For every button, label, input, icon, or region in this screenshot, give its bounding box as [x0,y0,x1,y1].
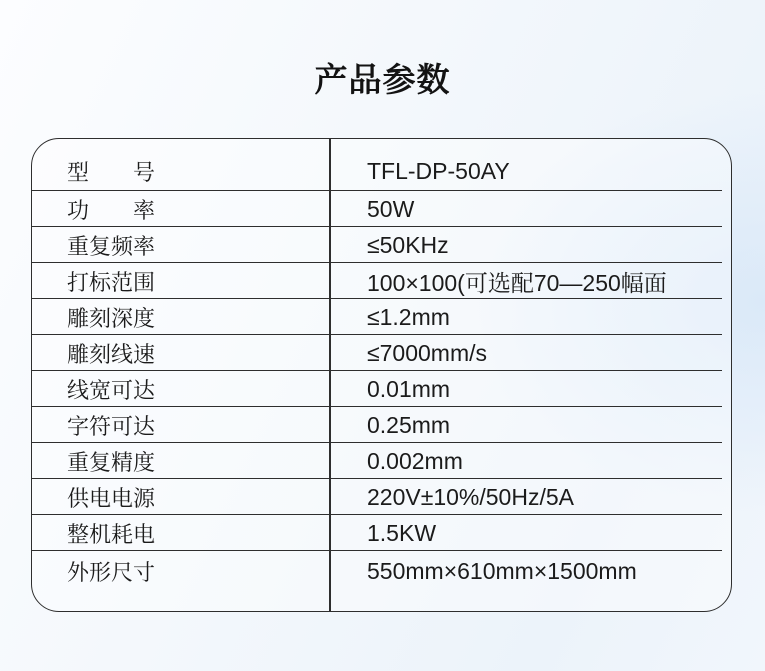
table-row [32,407,731,443]
spec-label-cell [32,371,330,407]
spec-table [31,138,732,612]
spec-value: 0.01mm [367,375,451,402]
spec-value: 220V±10%/50Hz/5A [367,483,574,510]
spec-label-cell [32,263,330,299]
spec-label: 供电电源 [67,485,156,511]
spec-label: 打标范围 [67,269,156,295]
spec-value: 50W [367,195,415,222]
spec-label-cell [32,407,330,443]
table-row [32,299,731,335]
spec-label: 整机耗电 [67,521,156,547]
spec-label-cell [32,515,330,551]
spec-label-cell [32,299,330,335]
spec-value: 0.002mm [367,447,463,474]
spec-label-cell [32,335,330,371]
spec-label: 重复精度 [67,449,156,475]
spec-value: 1.5KW [367,519,437,546]
spec-value: 100×100(可选配70—250幅面 [367,269,667,296]
page-title: 产品参数 [314,61,451,98]
table-row [32,139,731,191]
table-row [32,191,731,227]
column-divider [329,139,331,611]
spec-label-cell [32,227,330,263]
spec-value: 0.25mm [367,411,451,438]
table-row [32,227,731,263]
spec-table-rows [32,139,731,611]
spec-value: ≤1.2mm [367,303,450,330]
spec-label: 线宽可达 [67,377,156,403]
spec-label-cell [32,479,330,515]
spec-value: ≤7000mm/s [367,339,487,366]
table-row [32,371,731,407]
spec-label-cell [32,551,330,591]
table-row [32,263,731,299]
spec-label: 外形尺寸 [67,559,156,585]
table-row [32,515,731,551]
table-row [32,479,731,515]
spec-label-cell [32,443,330,479]
table-row [32,335,731,371]
spec-value: TFL-DP-50AY [367,157,510,184]
spec-label-cell [32,191,330,227]
table-row [32,551,731,611]
spec-label: 型号 [67,159,155,185]
spec-label: 雕刻深度 [67,305,156,331]
spec-label: 重复频率 [67,233,156,259]
spec-label-cell [32,151,330,191]
spec-value: ≤50KHz [367,231,449,258]
spec-label: 雕刻线速 [67,341,156,367]
spec-label: 字符可达 [67,413,156,439]
spec-value: 550mm×610mm×1500mm [367,557,637,584]
table-row [32,443,731,479]
spec-label: 功率 [67,197,155,223]
